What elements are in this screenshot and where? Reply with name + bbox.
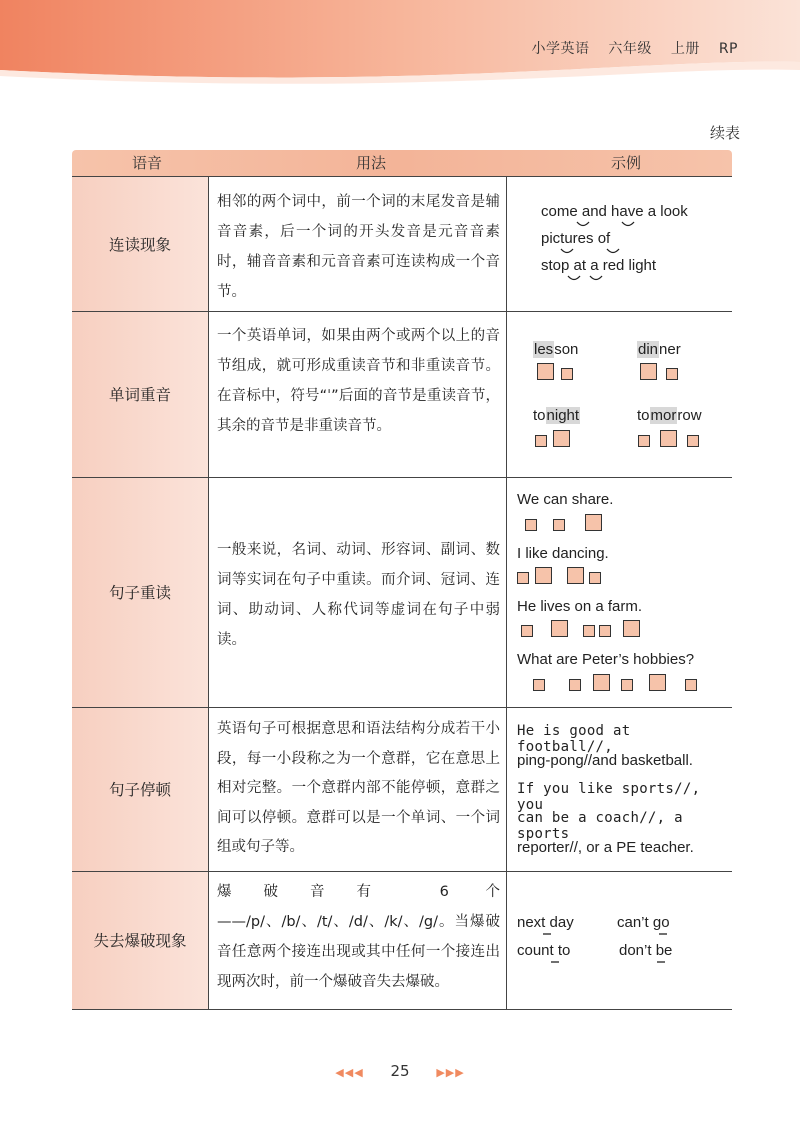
page-footer xyxy=(0,1062,800,1080)
row-incomplete-plosion-name: 失去爆破现象 xyxy=(72,871,209,1009)
book-grade: 六年级 xyxy=(608,41,652,57)
example-sentence: I like dancing. xyxy=(517,545,609,562)
stress-box-strong xyxy=(551,620,568,637)
row-pause-name: 句子停顿 xyxy=(72,707,209,871)
example-line: pictures of xyxy=(541,230,611,247)
row-incomplete-plosion-examples xyxy=(509,871,732,1009)
book-edition: RP xyxy=(718,41,738,57)
stress-box-strong xyxy=(623,620,640,637)
example-line: If you like sports//, you xyxy=(517,781,701,813)
example-sentence: We can share. xyxy=(517,491,614,508)
example-line: reporter//, or a PE teacher. xyxy=(517,839,694,856)
example-word-lesson: lesson xyxy=(534,341,579,358)
row-sentence-stress-examples xyxy=(509,477,732,707)
stress-box-weak xyxy=(525,519,537,531)
row-word-stress-examples xyxy=(509,311,732,477)
column-header-examples: 示例 xyxy=(610,154,641,172)
stress-box-weak xyxy=(621,679,633,691)
example-line: ping-pong//and basketball. xyxy=(517,752,693,769)
stress-box-strong xyxy=(585,514,602,531)
row-sentence-stress-name: 句子重读 xyxy=(72,477,209,707)
stress-box-weak xyxy=(521,625,533,637)
row-word-stress-usage: 一个英语单词，如果由两个或两个以上的音节组成，就可形成重读音节和非重读音节。在音标中，符号“ˈ”后面的音节是重读音节，其余的音节是非重读音节。 xyxy=(209,311,507,477)
row-pause-examples xyxy=(509,707,732,871)
row-sentence-stress-usage: 一般来说，名词、动词、形容词、副词、数词等实词在句子中重读。而介词、冠词、连词、助动词、人称代词等虚词在句子中弱读。 xyxy=(209,477,507,707)
stress-box-weak xyxy=(569,679,581,691)
example-word-tomorrow: tomorrow xyxy=(637,407,702,424)
stress-box-weak xyxy=(687,435,699,447)
stress-box-weak xyxy=(561,368,573,380)
stress-box-weak xyxy=(685,679,697,691)
column-header-phonetics: 语音 xyxy=(131,154,162,172)
stress-box-weak xyxy=(553,519,565,531)
example-phrase: can’t go xyxy=(617,914,670,931)
stress-box-weak xyxy=(589,572,601,584)
book-info xyxy=(517,38,738,58)
stress-box-weak xyxy=(638,435,650,447)
example-word-tonight: tonight xyxy=(533,407,580,424)
stress-box-strong xyxy=(660,430,677,447)
stress-box-weak xyxy=(583,625,595,637)
example-phrase: next day xyxy=(517,914,574,931)
example-phrase: don’t be xyxy=(619,942,673,959)
example-sentence: What are Peter’s hobbies? xyxy=(517,651,695,668)
example-line: can be a coach//, a sports xyxy=(517,810,683,842)
row-linking-examples xyxy=(509,177,732,311)
continued-label: 续表 xyxy=(709,124,740,142)
table-header xyxy=(72,150,732,176)
stress-box-strong xyxy=(593,674,610,691)
stress-box-strong xyxy=(649,674,666,691)
stress-box-weak xyxy=(535,435,547,447)
example-line: come and have a look xyxy=(541,203,688,220)
row-linking-name: 连读现象 xyxy=(72,177,209,311)
plosion-underlines xyxy=(509,871,732,1009)
stress-box-weak xyxy=(517,572,529,584)
book-volume: 上册 xyxy=(670,41,700,57)
row-word-stress-name: 单词重音 xyxy=(72,311,209,477)
stress-box-strong xyxy=(553,430,570,447)
stress-box-strong xyxy=(640,363,657,380)
example-word-dinner: dinner xyxy=(638,341,681,358)
stress-box-weak xyxy=(599,625,611,637)
column-header-usage: 用法 xyxy=(355,154,386,172)
row-pause-usage: 英语句子可根据意思和语法结构分成若干小段，每一小段称之为一个意群，它在意思上相对完整。一个意群内部不能停顿，意群之间可以停顿。意群可以是一个单词、一个词组或句子等。 xyxy=(209,707,507,871)
left-arrows-icon: ◀◀◀ xyxy=(335,1066,364,1079)
right-arrows-icon: ▶▶▶ xyxy=(436,1066,465,1079)
example-sentence: He lives on a farm. xyxy=(517,598,643,615)
stress-box-strong xyxy=(567,567,584,584)
row-incomplete-plosion-usage: 爆破音有 6 个——/p/、/b/、/t/、/d/、/k/、/g/。当爆破音任意两个接连出现或其中任何一个接连出现两次时，前一个爆破音失去爆破。 xyxy=(209,871,507,1009)
example-line: He is good at football//, xyxy=(517,723,631,755)
example-line: stop at a red light xyxy=(541,257,657,274)
page-number: 25 xyxy=(390,1062,410,1080)
stress-box-weak xyxy=(666,368,678,380)
example-phrase: count to xyxy=(517,942,571,959)
stress-box-strong xyxy=(537,363,554,380)
book-subject: 小学英语 xyxy=(531,41,590,57)
stress-box-strong xyxy=(535,567,552,584)
linking-arcs xyxy=(509,177,732,311)
table-body xyxy=(72,176,732,1010)
row-linking-usage: 相邻的两个词中，前一个词的末尾发音是辅音音素，后一个词的开头发音是元音音素时，辅音音素和元音音素可连读构成一个音节。 xyxy=(209,177,507,311)
stress-box-weak xyxy=(533,679,545,691)
phonetics-table xyxy=(72,150,732,176)
